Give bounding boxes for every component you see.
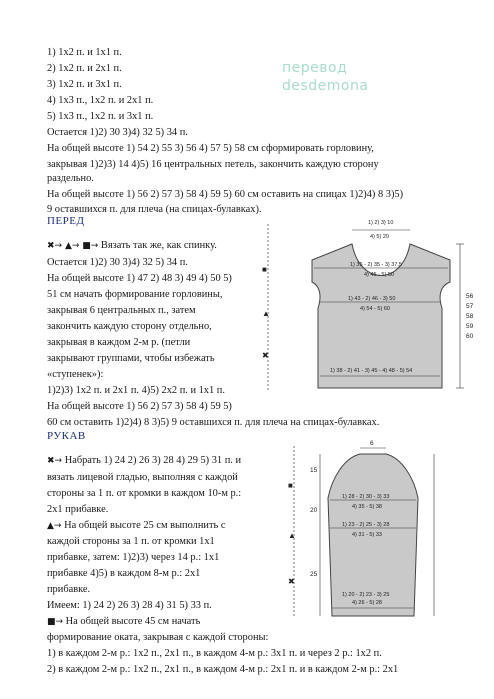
front-line-9: «ступенек»): — [47, 369, 104, 380]
sleeve-label-2a: 1) 23 - 2) 25 - 3) 28 — [342, 522, 390, 528]
sleeve-line-b5: Имеем: 1) 24 2) 26 3) 28 4) 31 5) 33 п. — [47, 600, 212, 611]
front-top-label-1: 1) 2) 3) 10 — [368, 220, 394, 226]
back-line-3: 3) 1х2 п. и 3х1 п. — [47, 79, 122, 90]
back-line-9: раздельно. — [47, 173, 94, 184]
front-chest-label-1: 1) 43 - 2) 46 - 3) 50 — [348, 296, 396, 302]
sleeve-heading: РУКАВ — [47, 430, 86, 442]
back-line-7: На общей высоте 1) 54 2) 55 3) 56 4) 57 5) 58 см сформировать горловину, — [47, 143, 374, 154]
front-height-5: 60 — [466, 333, 474, 340]
sleeve-measure-20: 20 — [310, 507, 318, 514]
cross-symbol-icon: ✖→ ▲→ ■→ — [47, 241, 99, 251]
sleeve-line-b1: каждой стороны за 1 п. от кромки 1х1 — [47, 536, 215, 547]
sleeve-cross-icon: ✖→ — [47, 456, 63, 466]
sleeve-line-c1: формирование оката, закрывая с каждой стороны: — [47, 632, 269, 643]
sleeve-measure-15: 15 — [310, 467, 318, 474]
front-diagram-square-icon: ■ — [262, 265, 267, 274]
back-line-11: 9 оставшихся п. для плеча (на спицах-булавках). — [47, 204, 262, 215]
front-heading: ПЕРЕД — [47, 215, 85, 227]
sleeve-line-a3: 2х1 прибавке. — [47, 504, 109, 515]
sleeve-line-b4: прибавке. — [47, 584, 91, 595]
sleeve-label-2b: 4) 31 - 5) 33 — [352, 532, 382, 538]
front-neck-label-1: 1) 35 - 2) 35 - 3) 37,5 — [350, 262, 402, 268]
back-line-8: закрывая 1)2)3) 14 4)5) 16 центральных петель, закончить каждую сторону — [47, 159, 379, 170]
front-line-3: На общей высоте 1) 47 2) 48 3) 49 4) 50 5) — [47, 273, 232, 284]
front-height-2: 57 — [466, 303, 474, 310]
front-line-12: 60 см оставить 1)2)4) 8 3)5) 9 оставшихся п. для плеча на спицах-булавках. — [47, 417, 380, 428]
sleeve-label-3a: 1) 20 - 2) 23 - 3) 25 — [342, 592, 390, 598]
sleeve-first-text: Набрать 1) 24 2) 26 3) 28 4) 29 5) 31 п. и — [64, 455, 242, 466]
sleeve-line-b3: прибавке 4)5) в каждом 8-м р.: 2х1 — [47, 568, 201, 579]
front-hem-label: 1) 38 - 2) 41 - 3) 45 - 4) 48 - 5) 54 — [330, 368, 413, 374]
back-line-1: 1) 1х2 п. и 1х1 п. — [47, 47, 122, 58]
sleeve-line-tri — [47, 519, 225, 533]
back-line-5: 5) 1х3 п., 1х2 п. и 3х1 п. — [47, 111, 154, 122]
sleeve-label-3b: 4) 26 - 5) 28 — [352, 600, 382, 606]
front-line-2: Остается 1)2) 30 3)4) 32 5) 34 п. — [47, 257, 188, 268]
front-height-4: 59 — [466, 323, 474, 330]
sleeve-cap-width: 6 — [370, 440, 374, 447]
front-line-6: закончить каждую сторону отдельно, — [47, 321, 212, 332]
front-diagram-triangle-icon: ▲ — [262, 309, 270, 318]
sleeve-measure-25: 25 — [310, 571, 318, 578]
sleeve-line-a2: стороны за 1 п. от кромки в каждом 10-м р.: — [47, 488, 242, 499]
sleeve-tri-text: На общей высоте 25 см выполнить с — [64, 520, 226, 531]
front-height-3: 58 — [466, 313, 474, 320]
front-line-first — [47, 239, 217, 253]
front-line-7: закрывая в каждом 2-м р. (петли — [47, 337, 191, 348]
sleeve-line-a1: вязать лицевой гладью, выполняя с каждой — [47, 472, 238, 483]
sleeve-line-sq — [47, 615, 200, 629]
front-chest-label-2: 4) 54 - 5) 60 — [360, 306, 390, 312]
back-line-4: 4) 1х3 п., 1х2 п. и 2х1 п. — [47, 95, 154, 106]
sleeve-label-1a: 1) 28 - 2) 30 - 3) 33 — [342, 494, 390, 500]
front-top-label-2: 4) 5) 20 — [370, 234, 389, 240]
sleeve-label-1b: 4) 35 - 5) 38 — [352, 504, 382, 510]
watermark-line-2: desdemona — [282, 78, 369, 94]
front-line-10: 1)2)3) 1х2 п. и 2х1 п. 4)5) 2х2 п. и 1х1 п. — [47, 385, 225, 396]
sleeve-diagram-square-icon: ■ — [288, 481, 293, 490]
watermark-line-1: перевод — [282, 60, 348, 76]
sleeve-square-icon: ■→ — [47, 617, 64, 627]
sleeve-line-b2: прибавке, затем: 1)2)3) через 14 р.: 1х1 — [47, 552, 220, 563]
front-first-text: Вязать так же, как спинку. — [100, 240, 217, 251]
sleeve-schematic-diagram — [284, 436, 484, 626]
sleeve-diagram-cross-icon: ✖ — [288, 577, 295, 586]
back-line-2: 2) 1х2 п. и 2х1 п. — [47, 63, 122, 74]
front-line-8: закрывают группами, чтобы избежать — [47, 353, 215, 364]
back-line-10: На общей высоте 1) 56 2) 57 3) 58 4) 59 5) 60 см оставить на спицах 1)2)4) 8 3)5) — [47, 189, 404, 200]
front-height-1: 56 — [466, 293, 474, 300]
sleeve-line-c2: 1) в каждом 2-м р.: 1х2 п., 2х1 п., в каждом 4-м р.: 3х1 п. и через 2 р.: 1х2 п. — [47, 648, 382, 659]
front-neck-label-2: 4) 45 - 5) 50 — [364, 272, 394, 278]
sleeve-diagram-triangle-icon: ▲ — [288, 531, 296, 540]
back-line-6: Остается 1)2) 30 3)4) 32 5) 34 п. — [47, 127, 188, 138]
sleeve-triangle-icon: ▲→ — [47, 521, 62, 531]
front-line-5: закрывая 6 центральных п., затем — [47, 305, 196, 316]
front-line-4: 51 см начать формирование горловины, — [47, 289, 223, 300]
sleeve-line-c3: 2) в каждом 2-м р.: 1х2 п., 2х1 п., в каждом 4-м р.: 2х1 п. и в каждом 2-м р.: 2х1 — [47, 664, 399, 675]
front-diagram-cross-icon: ✖ — [262, 351, 269, 360]
front-schematic-diagram — [252, 216, 488, 398]
front-line-11: На общей высоте 1) 56 2) 57 3) 58 4) 59 5) — [47, 401, 232, 412]
sleeve-line-first — [47, 454, 241, 468]
sleeve-sq-text: На общей высоте 45 см начать — [65, 616, 201, 627]
